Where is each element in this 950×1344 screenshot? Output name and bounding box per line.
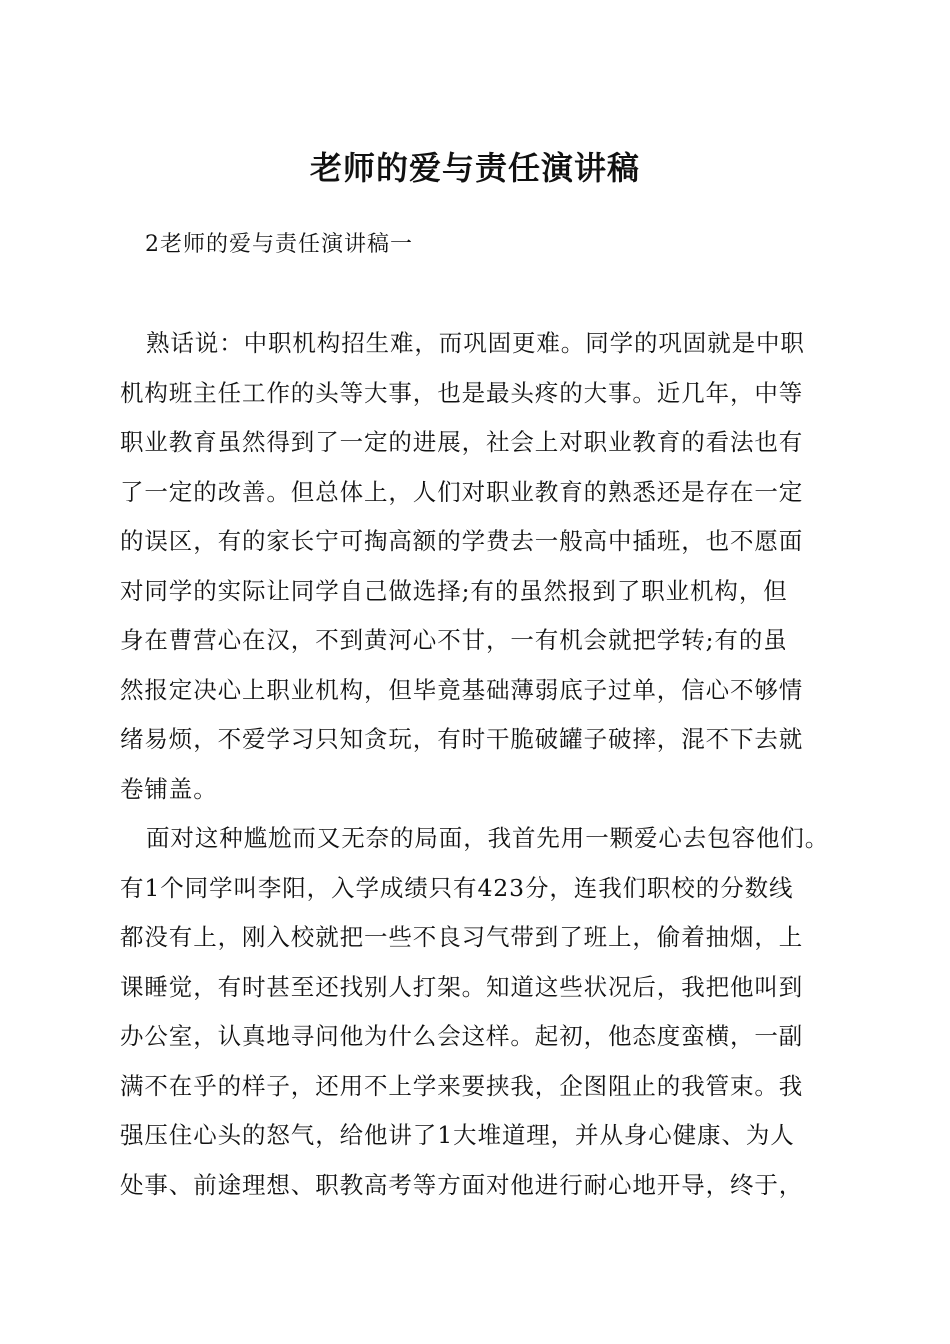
body-line: 卷铺盖。 — [120, 774, 218, 803]
body-line: 处事、前途理想、职教高考等方面对他进行耐心地开导，终于， — [120, 1170, 804, 1199]
body-line: 办公室，认真地寻问他为什么会这样。起初，他态度蛮横，一副 — [120, 1022, 804, 1050]
body-line: 课睡觉，有时甚至还找别人打架。知道这些状况后，我把他叫到 — [120, 972, 804, 1001]
body-line: 有1个同学叫李阳，入学成绩只有423分，连我们职校的分数线 — [120, 873, 794, 902]
body-line: 了一定的改善。但总体上，人们对职业教育的熟悉还是存在一定 — [120, 477, 804, 506]
document-body — [120, 322, 840, 1213]
body-line: 的误区，有的家长宁可掏高额的学费去一般高中插班，也不愿面 — [120, 527, 804, 555]
body-line: 面对这种尴尬而又无奈的局面，我首先用一颗爱心去包容他们。 — [146, 824, 830, 852]
body-line: 都没有上，刚入校就把一些不良习气带到了班上，偷着抽烟，上 — [120, 923, 804, 951]
body-line: 满不在乎的样子，还用不上学来要挟我，企图阻止的我管束。我 — [120, 1071, 804, 1100]
body-line: 强压住心头的怒气，给他讲了1大堆道理，并从身心健康、为人 — [120, 1121, 795, 1149]
body-line: 绪易烦，不爱学习只知贪玩，有时干脆破罐子破摔，混不下去就 — [120, 725, 804, 753]
body-line: 对同学的实际让同学自己做选择;有的虽然报到了职业机构，但 — [120, 576, 788, 605]
document-subtitle: 2老师的爱与责任演讲稿一 — [145, 232, 413, 257]
body-line: 机构班主任工作的头等大事，也是最头疼的大事。近几年，中等 — [120, 378, 804, 407]
body-line: 职业教育虽然得到了一定的进展，社会上对职业教育的看法也有 — [120, 428, 804, 456]
body-line: 然报定决心上职业机构，但毕竟基础薄弱底子过单，信心不够情 — [120, 675, 804, 704]
body-line: 熟话说：中职机构招生难，而巩固更难。同学的巩固就是中职 — [146, 329, 805, 357]
document-title: 老师的爱与责任演讲稿 — [309, 149, 640, 187]
body-line: 身在曹营心在汉，不到黄河心不甘，一有机会就把学转;有的虽 — [120, 626, 788, 654]
